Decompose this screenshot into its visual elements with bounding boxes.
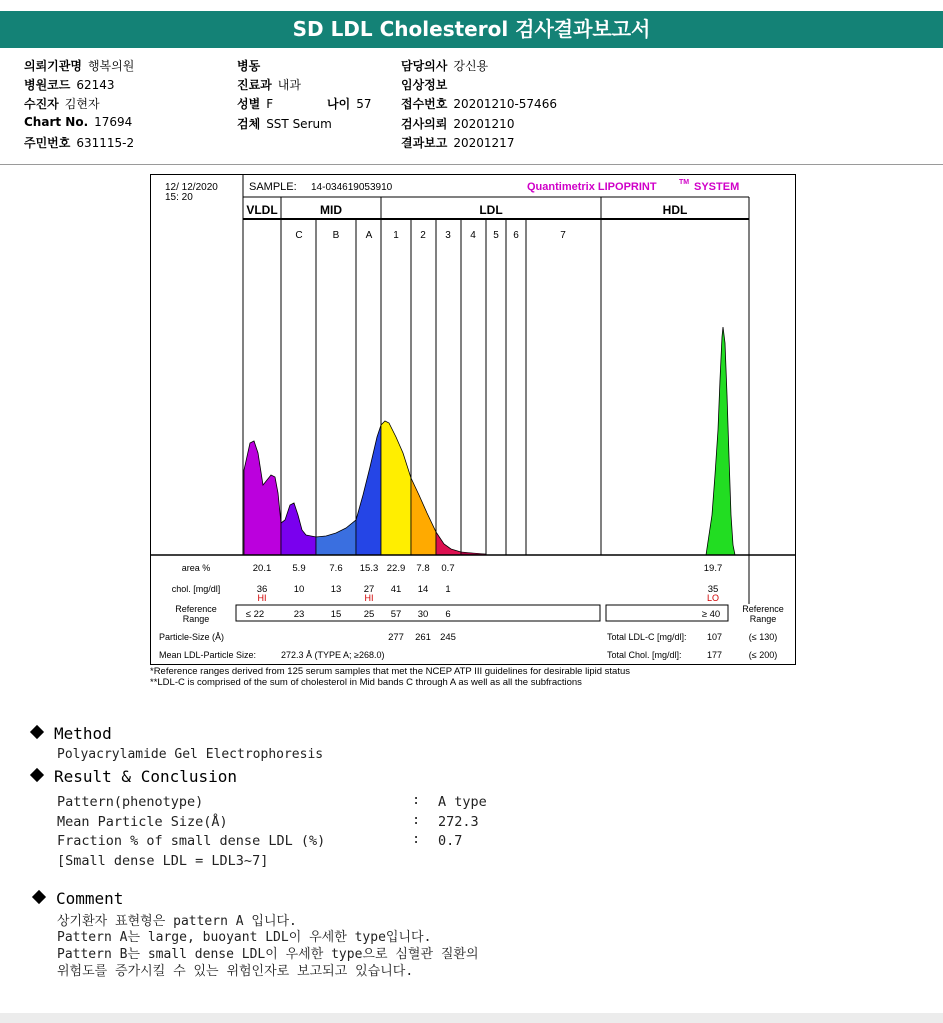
band-c: C [295,230,303,241]
chol-b: 13 [330,584,342,595]
brand-suffix: SYSTEM [694,181,740,193]
report-date: 12/ 12/2020 [165,182,218,193]
lipoprint-report [150,174,796,665]
result-value-fraction: 0.7 [438,833,463,849]
sample-id: 14-034619053910 [311,182,393,193]
result-value-pattern: A type [438,794,487,810]
chol-ldl3: 1 [445,584,451,595]
hospital-code-row: 병원코드 62143 [24,78,115,92]
chol-c: 10 [293,584,305,595]
band-a: A [365,230,373,241]
request-date-row: 검사의뢰 20201210 [401,117,515,131]
ref-hdl: ≥ 40 [701,609,721,620]
report-time: 15: 20 [165,192,193,203]
result-label-size: Mean Particle Size(Å) [57,814,228,830]
ldl3-peak [436,532,461,555]
ref-ldl2: 30 [417,609,429,620]
ward-row: 병동 [237,59,261,73]
chol-label: chol. [mg/dl] [171,584,221,594]
area-b: 7.6 [329,563,343,574]
ps-ldl2: 261 [415,632,431,643]
group-ldl: LDL [479,203,503,217]
ref-c: 23 [293,609,305,620]
hospital-name-row: 의뢰기관명 행복의원 [24,59,135,73]
result-sep: : [412,831,421,847]
area-hdl: 19.7 [703,563,723,574]
ps-ldl3: 245 [440,632,456,643]
ref-b: 15 [330,609,342,620]
ps-ldl1: 277 [388,632,404,643]
band-4: 4 [470,230,476,241]
clinical-info-row: 임상정보 [401,78,448,92]
mean-size-value: 272.3 Å (TYPE A; ≥268.0) [281,650,385,660]
age-row: 나이 57 [327,97,372,111]
total-ldl-ref: (≤ 130) [748,632,778,642]
ref-ldl1: 57 [390,609,402,620]
area-ldl1: 22.9 [386,563,406,574]
group-vldl: VLDL [246,203,278,217]
band-7: 7 [560,230,566,241]
doctor-row: 담당의사 강신용 [401,59,489,73]
brand-tm: TM [679,179,690,186]
area-ldl2: 7.8 [416,563,430,574]
chol-a: 27 [363,584,375,595]
result-label-pattern: Pattern(phenotype) [57,794,204,810]
band-2: 2 [420,230,426,241]
report-title: SD LDL Cholesterol 검사결과보고서 [0,11,943,48]
ref-vldl: ≤ 22 [245,609,265,620]
band-5: 5 [493,230,499,241]
chart-no-row: Chart No. 17694 [24,115,133,129]
ldl2-peak [411,478,436,555]
sex-row: 성별 F [237,97,274,111]
area-ldl3: 0.7 [441,563,455,574]
chol-vldl: 36 [256,584,268,595]
total-chol-value: 177 [706,650,722,660]
comment-line-1: 상기환자 표현형은 pattern A 입니다. [57,914,297,929]
receipt-no-row: 접수번호 20201210-57466 [401,97,557,111]
group-hdl: HDL [662,203,688,217]
result-title: Result & Conclusion [32,767,237,786]
patient-header [0,52,943,165]
group-mid: MID [320,203,342,217]
ref-ldl3: 6 [445,609,451,620]
area-a: 15.3 [359,563,379,574]
particle-size-label: Particle-Size (Å) [159,632,225,642]
brand-name: Quantimetrix LIPOPRINT [527,181,657,193]
result-note: [Small dense LDL = LDL3~7] [57,853,269,869]
mid-c-peak [281,503,316,555]
comment-title: Comment [34,889,123,908]
diamond-icon [30,725,44,739]
footnote-2: **LDL-C is comprised of the sum of cholesterol in Mid bands C through A as well as all the subfractions [150,677,582,688]
patient-name-row: 수진자 김현자 [24,97,100,111]
method-text: Polyacrylamide Gel Electrophoresis [57,747,324,762]
bottom-bar [0,1013,943,1023]
total-chol-label: Total Chol. [mg/dl]: [607,650,682,660]
total-chol-ref: (≤ 200) [748,650,778,660]
mid-a-peak [356,425,381,555]
ref-a: 25 [363,609,375,620]
band-b: B [332,230,340,241]
result-sep: : [412,792,421,808]
mean-size-label: Mean LDL-Particle Size: [159,650,257,660]
result-label-fraction: Fraction % of small dense LDL (%) [57,833,326,849]
ref-label-1: Reference [175,604,217,614]
area-label: area % [181,563,211,573]
total-ldl-value: 107 [706,632,722,642]
ref-label-2: Range [182,614,210,624]
vldl-peak [244,441,281,555]
ref-right-label-2: Range [749,614,777,624]
hdl-peak [706,327,735,555]
area-c: 5.9 [292,563,306,574]
diamond-icon [30,768,44,782]
result-value-size: 272.3 [438,814,479,830]
flag-hdl: LO [706,593,720,603]
report-date-row: 결과보고 20201217 [401,136,515,150]
method-title: Method [32,724,112,743]
specimen-row: 검체 SST Serum [237,117,332,131]
chol-hdl: 35 [707,584,719,595]
band-3: 3 [445,230,451,241]
flag-vldl: HI [257,593,267,603]
comment-line-4: 위험도를 증가시킬 수 있는 위험인자로 보고되고 있습니다. [57,964,414,979]
total-ldl-label: Total LDL-C [mg/dl]: [607,632,687,642]
comment-line-2: Pattern A는 large, buoyant LDL이 우세한 type입니다. [57,930,432,945]
chol-ldl2: 14 [417,584,429,595]
result-sep: : [412,812,421,828]
diamond-icon [32,890,46,904]
band-6: 6 [513,230,519,241]
sample-label: SAMPLE: [249,181,297,193]
band-1: 1 [393,230,399,241]
chol-ldl1: 41 [390,584,402,595]
ref-right-label-1: Reference [742,604,784,614]
mid-b-peak [316,520,356,555]
resident-no-row: 주민번호 631115-2 [24,136,135,150]
area-vldl: 20.1 [252,563,272,574]
ldl1-peak [381,421,411,555]
department-row: 진료과 내과 [237,78,301,92]
lipoprint-graphic [151,175,795,664]
footnote-1: *Reference ranges derived from 125 serum samples that met the NCEP ATP III guidelines for desirable lipid status [150,666,630,677]
flag-a: HI [364,593,374,603]
comment-line-3: Pattern B는 small dense LDL이 우세한 type으로 심혈관 질환의 [57,947,479,962]
